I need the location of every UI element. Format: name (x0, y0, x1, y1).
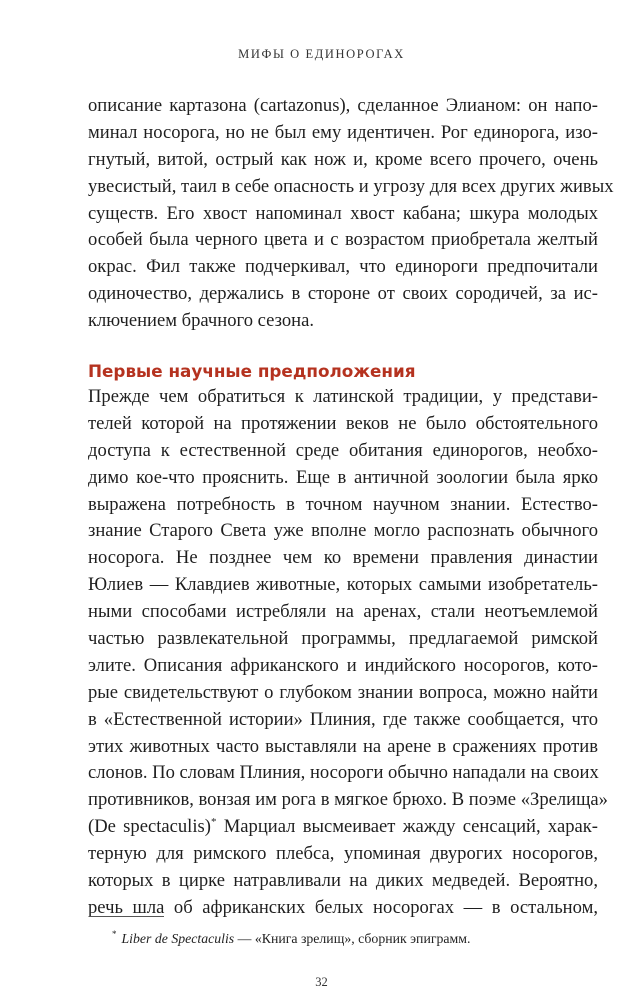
footnote (112, 930, 470, 948)
running-header: МИФЫ О ЕДИНОРОГАХ (238, 47, 405, 61)
text-line: в «Естественной истории» Плиния, где также сообщается, что (88, 708, 598, 730)
text-line: ключением брачного сезона. (88, 310, 314, 332)
text-fragment: Марциал высмеивает жажду сенсаций, харак- (216, 816, 599, 838)
section-heading: Первые научные предположения (88, 361, 416, 382)
text-line: рые свидетельствуют о глубоком знании вопроса, можно найти (88, 681, 598, 703)
text-line: выражена потребность в точном научном знании. Естество- (88, 493, 598, 515)
text-line: увесистый, таил в себе опасность и угрозу для всех других живых (88, 175, 614, 197)
text-line: слонов. По словам Плиния, носороги обычно нападали на своих (88, 762, 599, 784)
text-line: Прежде чем обратиться к латинской традиции, у представи- (88, 386, 598, 408)
text-line: существ. Его хвост напоминал хвост кабана; шкура молодых (88, 202, 598, 224)
text-line: противников, вонзая им рога в мягкое брюхо. В поэме «Зрелища» (88, 789, 608, 811)
text-line: носорога. Не позднее чем ко времени правления династии (88, 547, 598, 569)
footnote-term: Liber de Spectaculis (121, 931, 235, 946)
text-line: терную для римского плебса, упоминая двурогих носорогов, (88, 843, 598, 865)
text-line: знание Старого Света уже вполне могло распознать обычного (88, 520, 598, 542)
page-number: 32 (315, 975, 328, 989)
text-line: одиночество, держались в стороне от своих сородичей, за ис- (88, 283, 598, 305)
text-line: описание картазона (cartazonus), сделанное Элианом: он напо- (88, 95, 598, 116)
footnote-divider (89, 916, 164, 917)
text-line: особей была черного цвета и с возрастом приобретала желтый (88, 229, 598, 251)
footnote-marker: * (112, 929, 117, 940)
text-line: минал носорога, но не был ему идентичен. Рог единорога, изо- (88, 121, 598, 143)
paragraph-1 (88, 93, 614, 335)
text-line: ными способами истребляли на аренах, стали неотъемлемой (88, 601, 598, 623)
text-line: доступа к естественной среде обитания единорогов, необхо- (88, 439, 598, 461)
text-fragment: (De spectaculis) (88, 816, 211, 838)
text-line: элите. Описания африканского и индийского носорогов, кото- (88, 654, 598, 676)
text-line: этих животных часто выставляли на арене в сражениях против (88, 735, 598, 757)
footnote-text: — «Книга зрелищ», сборник эпиграмм. (234, 931, 471, 946)
text-line: которых в цирке натравливали на диких медведей. Вероятно, (88, 870, 598, 892)
text-line: гнутый, витой, острый как нож и, кроме всего прочего, очень (88, 148, 598, 170)
text-line: окрас. Фил также подчеркивал, что единороги предпочитали (88, 256, 598, 278)
text-line-with-footnote-ref (88, 814, 598, 841)
text-line: телей которой на протяжении веков не было обстоятельного (88, 412, 598, 434)
text-line: частью развлекательной программы, предлагаемой римской (88, 628, 598, 650)
text-line: димо кое-что прояснить. Еще в античной зоологии была ярко (88, 466, 598, 488)
text-line: речь шла об африканских белых носорогах — в остальном, (88, 896, 598, 918)
paragraph-2 (88, 384, 608, 922)
footnote-ref-marker[interactable]: * (210, 816, 217, 829)
body-text (88, 93, 614, 922)
text-line: Юлиев — Клавдиев животные, которых самыми изобретатель- (88, 574, 598, 596)
